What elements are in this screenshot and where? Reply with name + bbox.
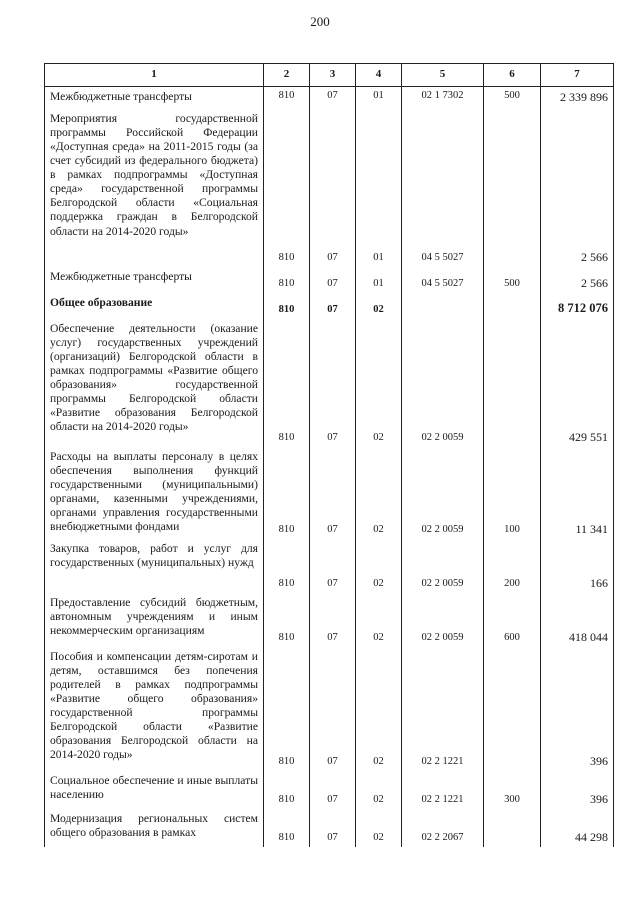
cell-section: 07 bbox=[310, 539, 356, 593]
cell-ministry: 810 bbox=[264, 87, 310, 109]
cell-section: 07 bbox=[310, 109, 356, 267]
row-name: Расходы на выплаты персоналу в целях обеспечения выполнения функций государственными (муниципальными) органами, казенными учреждениями, органами управления государственными внебюджетными фондами bbox=[45, 447, 264, 539]
table-row bbox=[45, 539, 614, 593]
cell-subsection: 02 bbox=[356, 771, 402, 809]
column-header: 6 bbox=[484, 64, 541, 87]
table-row bbox=[45, 447, 614, 539]
cell-amount: 11 341 bbox=[541, 447, 614, 539]
cell-expense-type: 300 bbox=[484, 771, 541, 809]
table-row bbox=[45, 267, 614, 293]
row-name: Пособия и компенсации детям-сиротам и детям, оставшимся без попечения родителей в рамках подпрограммы «Развитие общего образования» государственной программы Белгородской области «Развитие образования Белгородской области на 2014-2020 годы» bbox=[45, 647, 264, 771]
row-name: Модернизация региональных систем общего образования в рамках bbox=[45, 809, 264, 847]
cell-section: 07 bbox=[310, 771, 356, 809]
column-header: 2 bbox=[264, 64, 310, 87]
cell-amount: 166 bbox=[541, 539, 614, 593]
cell-section: 07 bbox=[310, 319, 356, 447]
cell-target: 04 5 5027 bbox=[402, 109, 484, 267]
cell-subsection: 02 bbox=[356, 647, 402, 771]
cell-expense-type: 600 bbox=[484, 593, 541, 647]
row-name: Закупка товаров, работ и услуг для государственных (муниципальных) нужд bbox=[45, 539, 264, 593]
column-header: 5 bbox=[402, 64, 484, 87]
cell-expense-type bbox=[484, 293, 541, 319]
cell-ministry: 810 bbox=[264, 593, 310, 647]
cell-subsection: 01 bbox=[356, 109, 402, 267]
cell-subsection: 02 bbox=[356, 319, 402, 447]
cell-section: 07 bbox=[310, 809, 356, 847]
cell-amount: 2 566 bbox=[541, 267, 614, 293]
table-row bbox=[45, 647, 614, 771]
cell-ministry: 810 bbox=[264, 447, 310, 539]
cell-expense-type: 500 bbox=[484, 87, 541, 109]
cell-target: 02 2 0059 bbox=[402, 319, 484, 447]
cell-amount: 2 339 896 bbox=[541, 87, 614, 109]
cell-ministry: 810 bbox=[264, 771, 310, 809]
cell-subsection: 02 bbox=[356, 539, 402, 593]
cell-target: 02 2 0059 bbox=[402, 539, 484, 593]
cell-expense-type: 200 bbox=[484, 539, 541, 593]
page-number: 200 bbox=[310, 14, 330, 29]
table-row bbox=[45, 319, 614, 447]
column-header: 1 bbox=[45, 64, 264, 87]
cell-expense-type bbox=[484, 809, 541, 847]
table-row bbox=[45, 87, 614, 109]
row-name: Социальное обеспечение и иные выплаты населению bbox=[45, 771, 264, 809]
cell-ministry: 810 bbox=[264, 647, 310, 771]
row-name: Межбюджетные трансферты bbox=[45, 87, 264, 109]
cell-amount: 396 bbox=[541, 647, 614, 771]
header-row bbox=[45, 64, 614, 87]
cell-amount: 418 044 bbox=[541, 593, 614, 647]
cell-section: 07 bbox=[310, 87, 356, 109]
column-header: 4 bbox=[356, 64, 402, 87]
cell-target: 02 2 2067 bbox=[402, 809, 484, 847]
cell-ministry: 810 bbox=[264, 293, 310, 319]
cell-section: 07 bbox=[310, 593, 356, 647]
row-name: Предоставление субсидий бюджетным, автономным учреждениям и иным некоммерческим организациям bbox=[45, 593, 264, 647]
table-row bbox=[45, 593, 614, 647]
cell-amount: 2 566 bbox=[541, 109, 614, 267]
cell-section: 07 bbox=[310, 267, 356, 293]
row-name: Обеспечение деятельности (оказание услуг) государственных учреждений (организаций) Белгородской области в рамках подпрограммы «Развитие общего образования» государственной программы Белгородской области «Развитие образования Белгородской области на 2014-2020 годы» bbox=[45, 319, 264, 447]
table-row bbox=[45, 109, 614, 267]
row-name: Мероприятия государственной программы Российской Федерации «Доступная среда» на 2011-2015 годы (за счет субсидий из федерального бюджета) в рамках подпрограммы «Доступная среда» государственной программы Белгородской области «Социальная поддержка граждан в Белгородской области на 2014-2020 годы» bbox=[45, 109, 264, 267]
cell-amount: 429 551 bbox=[541, 319, 614, 447]
cell-expense-type bbox=[484, 647, 541, 771]
cell-target: 02 1 7302 bbox=[402, 87, 484, 109]
cell-target: 02 2 0059 bbox=[402, 447, 484, 539]
cell-amount: 8 712 076 bbox=[541, 293, 614, 319]
cell-section: 07 bbox=[310, 447, 356, 539]
cell-target: 04 5 5027 bbox=[402, 267, 484, 293]
cell-ministry: 810 bbox=[264, 809, 310, 847]
cell-target bbox=[402, 293, 484, 319]
row-name: Межбюджетные трансферты bbox=[45, 267, 264, 293]
cell-expense-type: 500 bbox=[484, 267, 541, 293]
column-header: 3 bbox=[310, 64, 356, 87]
cell-amount: 396 bbox=[541, 771, 614, 809]
cell-target: 02 2 1221 bbox=[402, 647, 484, 771]
table-row bbox=[45, 771, 614, 809]
cell-amount: 44 298 bbox=[541, 809, 614, 847]
cell-subsection: 01 bbox=[356, 267, 402, 293]
budget-table bbox=[44, 63, 614, 847]
cell-expense-type: 100 bbox=[484, 447, 541, 539]
row-name: Общее образование bbox=[45, 293, 264, 319]
cell-target: 02 2 1221 bbox=[402, 771, 484, 809]
column-header: 7 bbox=[541, 64, 614, 87]
cell-subsection: 01 bbox=[356, 87, 402, 109]
cell-ministry: 810 bbox=[264, 319, 310, 447]
cell-section: 07 bbox=[310, 293, 356, 319]
cell-subsection: 02 bbox=[356, 593, 402, 647]
cell-subsection: 02 bbox=[356, 447, 402, 539]
cell-ministry: 810 bbox=[264, 267, 310, 293]
cell-subsection: 02 bbox=[356, 293, 402, 319]
cell-expense-type bbox=[484, 319, 541, 447]
cell-subsection: 02 bbox=[356, 809, 402, 847]
table-row bbox=[45, 293, 614, 319]
cell-ministry: 810 bbox=[264, 109, 310, 267]
cell-ministry: 810 bbox=[264, 539, 310, 593]
cell-expense-type bbox=[484, 109, 541, 267]
table-row bbox=[45, 809, 614, 847]
cell-section: 07 bbox=[310, 647, 356, 771]
cell-target: 02 2 0059 bbox=[402, 593, 484, 647]
